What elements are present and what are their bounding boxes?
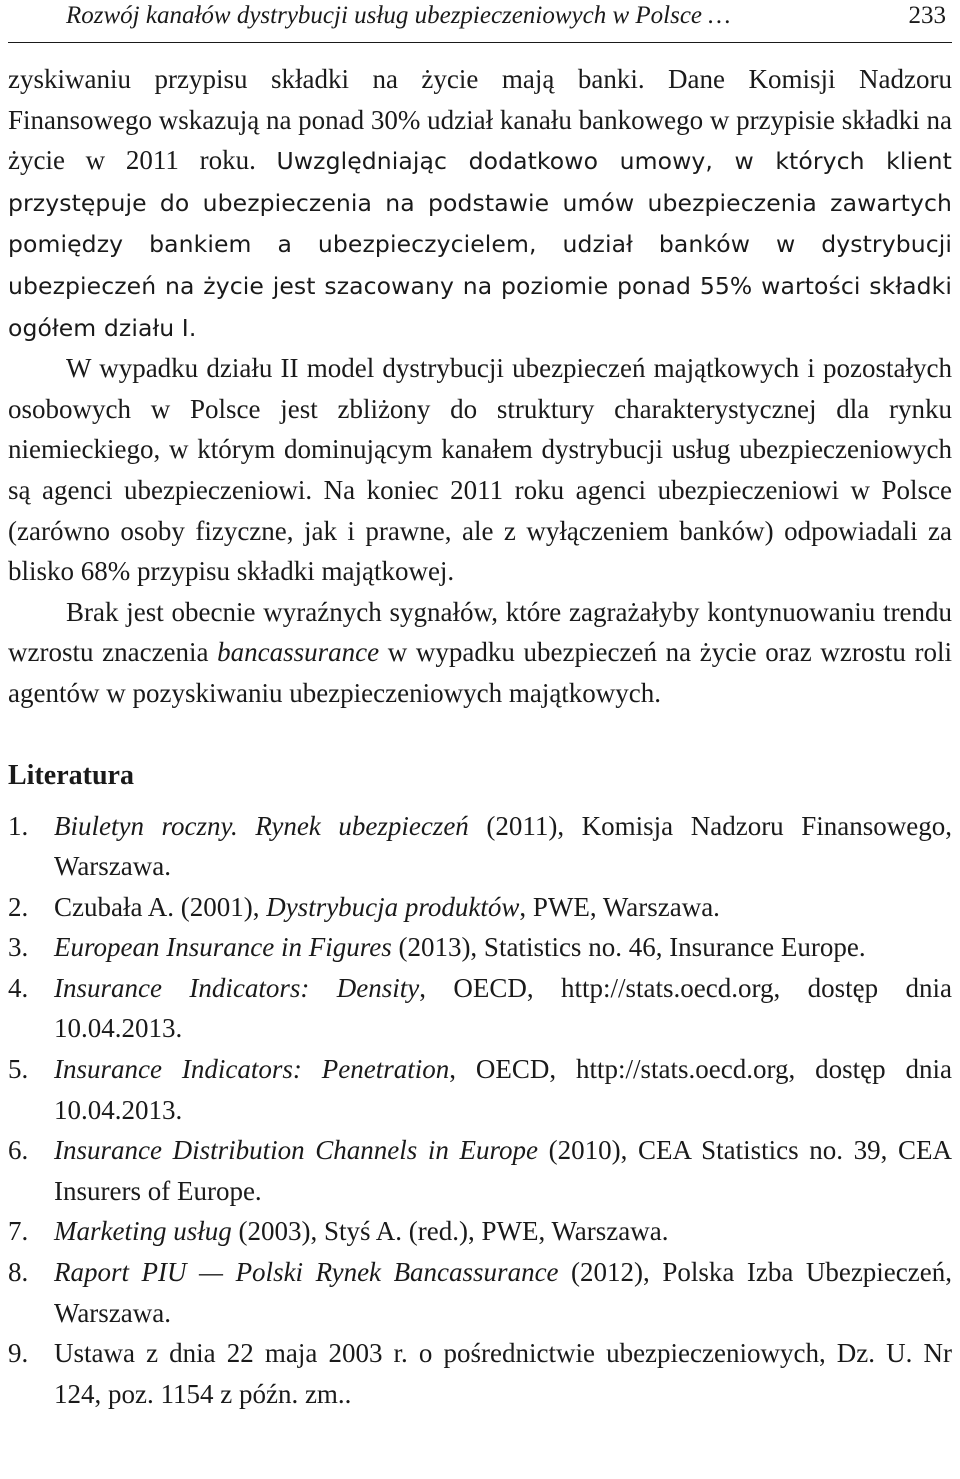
paragraph-3-term: bancassurance [217, 637, 380, 668]
reference-details: (2011), Komisja Nadzoru Finansowego, Warszawa. [54, 810, 952, 882]
body-text [8, 59, 952, 714]
reference-number: 4. [8, 972, 29, 1003]
paragraph-3-start: Brak jest obecnie wyraźnych sygnałów, które zagrażałyby kontynuowaniu trendu wzrostu znaczenia [8, 596, 952, 668]
reference-item [8, 927, 952, 968]
reference-details: , OECD, http://stats.oecd.org, dostęp dnia 10.04.2013. [54, 1054, 952, 1125]
reference-number: 6. [8, 1135, 29, 1166]
reference-text [54, 1333, 952, 1414]
reference-number: 5. [8, 1054, 29, 1085]
reference-details: (2010), CEA Statistics no. 39, CEA Insurers of Europe. [54, 1135, 953, 1206]
reference-text [54, 887, 952, 928]
reference-title: Dystrybucja produktów [266, 891, 520, 922]
reference-text [54, 927, 952, 968]
running-header [8, 0, 952, 43]
reference-number: 1. [8, 810, 29, 841]
reference-text [54, 1211, 952, 1252]
reference-number: 7. [8, 1216, 29, 1247]
reference-details: (2012), Polska Izba Ubezpieczeń, Warszawa. [54, 1257, 952, 1328]
reference-title: Insurance Indicators: Density [54, 972, 420, 1003]
reference-number: 2. [8, 891, 29, 922]
reference-number: 9. [8, 1338, 29, 1369]
paragraph-1 [8, 59, 952, 348]
reference-item [8, 968, 952, 1049]
reference-title: Biuletyn roczny. Rynek ubezpieczeń [54, 810, 469, 841]
literature-heading: Literatura [8, 759, 134, 791]
reference-details: (2013), Statistics no. 46, Insurance Europe. [391, 932, 866, 963]
reference-author: Czubała A. (2001), [54, 891, 267, 922]
reference-list [8, 806, 952, 1415]
reference-item [8, 1049, 952, 1130]
reference-text [54, 968, 952, 1049]
reference-title: Insurance Indicators: Penetration [54, 1054, 450, 1085]
reference-details: (2003), Styś A. (red.), PWE, Warszawa. [231, 1216, 669, 1247]
reference-text [54, 806, 952, 887]
reference-text [54, 1252, 952, 1333]
paragraph-3 [8, 592, 952, 714]
reference-text [54, 1130, 952, 1211]
reference-title: Marketing usług [54, 1216, 232, 1247]
running-header-title: Rozwój kanałów dystrybucji usług ubezpieczeniowych w Polsce … [66, 2, 731, 29]
reference-text [54, 1049, 952, 1130]
reference-item [8, 806, 952, 887]
page-number: 233 [908, 2, 946, 29]
reference-item [8, 1130, 952, 1211]
reference-number: 3. [8, 932, 29, 963]
reference-item [8, 1252, 952, 1333]
reference-title: European Insurance in Figures [54, 932, 392, 963]
paragraph-3-end: w wypadku ubezpieczeń na życie oraz wzrostu roli agentów w pozyskiwaniu ubezpieczeniowych majątkowych. [8, 637, 953, 708]
paragraph-2: W wypadku działu II model dystrybucji ubezpieczeń majątkowych i pozostałych osobowych w Polsce jest zbliżony do struktury charakterystycznej dla rynku niemieckiego, w którym dominującym kanałem dystrybucji usług ubezpieczeniowych są agenci ubezpieczeniowi. Na koniec 2011 roku agenci ubezpieczeniowi w Polsce (zarówno osoby fizyczne, jak i prawne, ale z wyłączeniem banków) odpowiadali za blisko 68% przypisu składki majątkowej. [8, 353, 952, 587]
reference-title: Insurance Distribution Channels in Europe [54, 1135, 538, 1166]
reference-details: , PWE, Warszawa. [519, 891, 720, 922]
reference-number: 8. [8, 1257, 29, 1288]
reference-author: Ustawa z dnia 22 maja 2003 r. o pośrednictwie ubezpieczeniowych, Dz. U. Nr 124, poz. 1154 z późn. zm.. [54, 1338, 952, 1409]
reference-item [8, 1211, 952, 1252]
reference-item [8, 887, 952, 928]
reference-title: Raport PIU — Polski Rynek Bancassurance [54, 1257, 559, 1288]
paragraph-1-sans: Uwzględniając dodatkowo umowy, w których klient przystępuje do ubezpieczenia na podstawie umów ubezpieczenia zawartych pomiędzy bankiem a ubezpieczycielem, udział banków w dystrybucji ubezpieczeń na życie jest szacowany na poziomie ponad 55% wartości składki ogółem działu I. [8, 147, 952, 342]
reference-details: , OECD, http://stats.oecd.org, dostęp dnia 10.04.2013. [54, 972, 952, 1044]
reference-item [8, 1333, 952, 1414]
paragraph-1-serif: zyskiwaniu przypisu składki na życie mają banki. Dane Komisji Nadzoru Finansowego wskazują na ponad 30% udział kanału bankowego w przypisie składki na życie w 2011 roku. [8, 64, 953, 176]
